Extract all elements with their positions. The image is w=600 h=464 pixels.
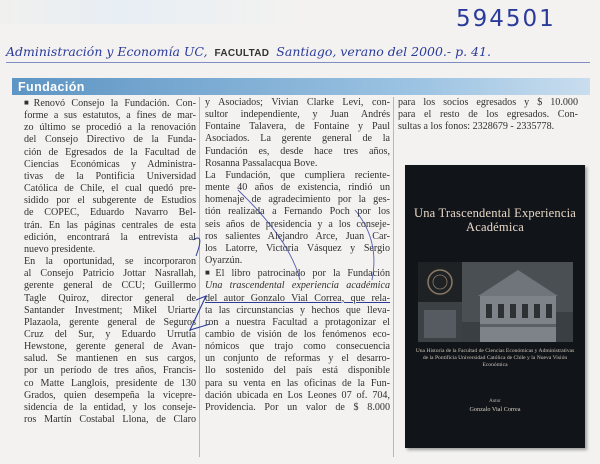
text-line: forme a sus estatutos, a fines de mar- bbox=[24, 110, 196, 122]
text-line: Providencia. Por un valor de $ 8.000 bbox=[205, 401, 390, 413]
text-line: tivas de la Pontificia Universidad bbox=[24, 170, 196, 182]
text-line: edición, encontrará la entrevista al bbox=[24, 231, 196, 243]
text-line: sidencia de la entidad, y los conseje- bbox=[24, 401, 196, 413]
text-line: seis años de presidencia y a los conseje- bbox=[205, 218, 390, 230]
text-line: Tagle Quiroz, director general de bbox=[24, 292, 196, 304]
text-line: sultas a los fonos: 2328679 - 2335778. bbox=[398, 121, 555, 133]
text-line: Fontaine Talavera, de Fontaine y Paul bbox=[205, 121, 390, 133]
bullet-icon: ■ bbox=[205, 268, 215, 278]
text-line: Rosanna Passalacqua Bove. bbox=[205, 157, 318, 169]
text-line: para los socios egresados y $ 10.000 bbox=[398, 97, 578, 108]
book-cover-subtitle: Una Historia de la Facultad de Ciencias Económicas y Administrativas de la Pontificia Universidad Católica de Chile y la Nueva Visión Económica bbox=[415, 348, 575, 369]
facultad-label: FACULTAD bbox=[214, 48, 270, 59]
text-line: zo último se procedió a la renovación bbox=[24, 122, 196, 134]
text-line: cambio de visión de los fenómenos eco- bbox=[205, 328, 390, 340]
text-line: ta las circunstancias y hechos que lleva- bbox=[205, 304, 390, 316]
text-line: homenaje de agradecimiento por la ges- bbox=[205, 194, 390, 206]
text-line: al Consejo Patricio Jottar Nasrallah, bbox=[24, 268, 196, 280]
text-line: Católica de Chile, el cual quedó pre- bbox=[24, 183, 196, 195]
text-line: La Fundación, que cumpliera reciente- bbox=[205, 169, 390, 181]
article-column-1 bbox=[24, 97, 196, 426]
handwritten-citation bbox=[6, 44, 491, 59]
text-line: Ciencias Económicas y Administra- bbox=[24, 158, 196, 170]
text-line: del autor Gonzalo Vial Correa, que rela- bbox=[205, 292, 390, 304]
text-line: para el resto de los egresados. Con- bbox=[398, 109, 578, 121]
text-line: Asociados. La gerente general de la bbox=[205, 133, 390, 145]
text-line: mente 40 años de existencia, rindió un bbox=[205, 182, 390, 194]
text-line: dación ubicada en Los Leones 07 of. 704, bbox=[205, 389, 390, 401]
text-line: de COPEC, Eduardo Navarro Bel- bbox=[24, 207, 196, 219]
text-line: Plazaola, gerente general de Seguros bbox=[24, 316, 196, 328]
text-line: El libro patrocinado por la Fundación bbox=[215, 268, 390, 280]
text-line: del Consejo Directivo de la Funda- bbox=[24, 134, 196, 146]
text-line: Hewstone, gerente general de Avan- bbox=[24, 341, 196, 353]
building-photo-icon bbox=[418, 262, 573, 342]
bullet-icon: ■ bbox=[24, 98, 33, 107]
article-column-3 bbox=[398, 97, 578, 133]
text-line: los Latorre, Victoria Vásquez y Sergio bbox=[205, 242, 390, 254]
section-title: Fundación bbox=[18, 80, 85, 94]
text-line: llo sostenido del país está disponible bbox=[205, 365, 390, 377]
text-line: En la oportunidad, se incorporaron bbox=[24, 256, 196, 268]
book-cover-title: Una Trascendental Experiencia Académica bbox=[414, 206, 576, 234]
text-line: sidido por el subgerente de Estudios bbox=[24, 195, 196, 207]
citation-part2: Santiago, verano del 2000.- p. 41. bbox=[276, 44, 491, 59]
column-divider bbox=[393, 97, 394, 457]
book-cover-author-label: Autor bbox=[489, 399, 501, 404]
text-line: salud. Se mantienen en sus cargos, bbox=[24, 353, 196, 365]
text-line: Fundación es, desde hace tres años, bbox=[205, 145, 390, 157]
book-cover-author: Gonzalo Vial Correa bbox=[469, 406, 521, 413]
book-title-line: Una trascendental experiencia académica bbox=[205, 280, 390, 292]
text-line: Santander Investment; Mikel Uriarte bbox=[24, 304, 196, 316]
text-line: gerente general de CCU; Guillermo bbox=[24, 280, 196, 292]
text-line: Oyarzún. bbox=[205, 255, 243, 267]
citation-underline bbox=[6, 62, 590, 63]
text-line: nómicos que trajo como consecuencia bbox=[205, 341, 390, 353]
text-line: trán. En las páginas centrales de esta bbox=[24, 219, 196, 231]
text-line: sultor independiente, y Juan Andrés bbox=[205, 109, 390, 121]
text-line: nuevo presidente. bbox=[24, 243, 96, 255]
book-cover-photo bbox=[418, 262, 573, 342]
top-header-band bbox=[0, 0, 300, 24]
text-line: ros salientes Alejandro Arce, Juan Car- bbox=[205, 230, 390, 242]
text-line: Cruz del Sur, y Eduardo Urrutia bbox=[24, 328, 196, 340]
section-header-bar bbox=[12, 78, 590, 95]
text-line: para su venta en las oficinas de la Fun- bbox=[205, 377, 390, 389]
text-line: y Asociados; Vivian Clarke Levi, con- bbox=[205, 97, 390, 108]
article-column-2 bbox=[205, 97, 390, 414]
text-line: Grados, quien desempeña la vicepre- bbox=[24, 389, 196, 401]
column-divider bbox=[199, 97, 200, 457]
text-line: ron a nuestra Facultad a protagonizar el bbox=[205, 316, 390, 328]
text-line: por un período de tres años, Francis- bbox=[24, 365, 196, 377]
text-line: un conjunto de reformas y el desarro- bbox=[205, 353, 390, 365]
text-line: ción de Egresados de la Facultad de bbox=[24, 146, 196, 158]
text-line: co Matte Langlois, presidente de 130 bbox=[24, 377, 196, 389]
text-line: tión realizada a Fernando Poch por los bbox=[205, 206, 390, 218]
text-line: Renovó Consejo la Fundación. Con- bbox=[33, 98, 197, 109]
text-line: ros Martín Costabal Llona, de Claro bbox=[24, 414, 196, 426]
handwritten-clip-id: 594501 bbox=[456, 6, 556, 32]
citation-part1: Administración y Economía UC, bbox=[6, 44, 208, 59]
